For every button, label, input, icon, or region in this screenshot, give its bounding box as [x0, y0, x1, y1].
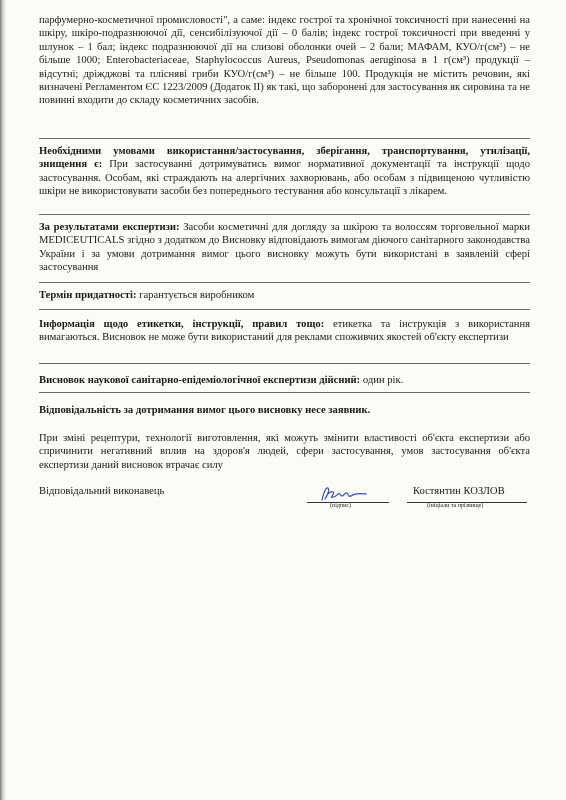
scan-edge-shadow — [0, 0, 6, 800]
toxicity-paragraph — [39, 14, 530, 108]
divider — [39, 309, 530, 310]
signature-caption: (підпис) — [330, 503, 352, 509]
validity-label: Висновок наукової санітарно-епідеміологічної експертизи дійсний: — [39, 375, 361, 386]
divider — [39, 392, 530, 393]
validity-paragraph — [39, 374, 530, 387]
usage-conditions-text: При застосуванні дотримуватись вимог нормативної документації та інструкції щодо застосування. Особам, які страждають на алергічних захворювань, або особам з підвищеною чутливістю шкіри не використовувати засоби без попереднього тестування або консультації з лікарем. — [39, 159, 530, 198]
handwritten-signature-icon — [318, 484, 370, 504]
invalidation-paragraph — [39, 432, 530, 472]
divider — [39, 214, 530, 215]
responsibility-label: Відповідальність за дотримання вимог цього висновку несе заявник. — [39, 405, 371, 416]
usage-conditions-label: Необхідними умовами використання/застосування, зберігання, транспортування, утилізації, знищення є: — [39, 146, 530, 171]
signature-row — [0, 486, 566, 526]
shelf-life-paragraph — [39, 289, 530, 302]
name-caption: (ініціали та прізвище) — [427, 503, 484, 509]
usage-conditions-paragraph — [39, 145, 530, 199]
toxicity-text: парфумерно-косметичної промисловості", а саме: індекс гострої та хронічної токсичності при нанесенні на шкіру, шкіро-подразнюючої дії, сенсибілізуючої дії – 0 балів; індекс гострої токсичності при введенні у шлунок – 1 бал; індекс подразнюючої дії на слизові оболонки очей – 2 бали; МАФАМ, КУО/г(см³) – не більше 1000; Enterobacteriaceae, Staphylococcus Aureus, Pseudomonas aeruginosa в 1 г(см³) продукції – відсутні; дріжджові та плісняві гриби КУО/г(см³) – не більше 100. Продукція не містить речовин, які визначені Регламентом ЄС 1223/2009 (Додаток II) як такі, що заборонені для застосування як сировина та не повинні входити до складу косметичних засобів. — [39, 15, 530, 107]
expertise-results-label: За результатами експертизи: — [39, 222, 180, 233]
expertise-results-text: Засоби косметичні для догляду за шкірою та волоссям торговельної марки MEDICEUTICALS згідно з додатком до Висновку відповідають вимогам діючого санітарного законодавства України і за умови дотримання вимог цього висновку можуть бути використані в заявленій сфері застосування — [39, 222, 530, 274]
labeling-info-text: етикетка та інструкція з використання вимагаються. Висновок не може бути використаний для реклами споживчих якостей об'єкту експертизи — [39, 319, 530, 344]
shelf-life-label: Термін придатності: — [39, 290, 137, 301]
executor-name: Костянтин КОЗЛОВ — [413, 486, 505, 497]
divider — [39, 363, 530, 364]
labeling-info-paragraph — [39, 318, 530, 345]
responsible-executor-label: Відповідальний виконавець — [39, 486, 165, 497]
invalidation-text: При зміні рецептури, технології виготовлення, які можуть змінити властивості об'єкта експертизи або спричинити негативний вплив на здоров'я людей, сфери застосування, умов застосування об'єкта експертизи даний висновок втрачає силу — [39, 433, 530, 471]
labeling-info-label: Інформація щодо етикетки, інструкції, правил тощо: — [39, 319, 325, 330]
responsibility-paragraph — [39, 404, 530, 417]
validity-text: один рік. — [360, 375, 404, 386]
shelf-life-text: гарантується виробником — [136, 290, 255, 301]
expertise-results-paragraph — [39, 221, 530, 275]
divider — [39, 282, 530, 283]
divider — [39, 138, 530, 139]
